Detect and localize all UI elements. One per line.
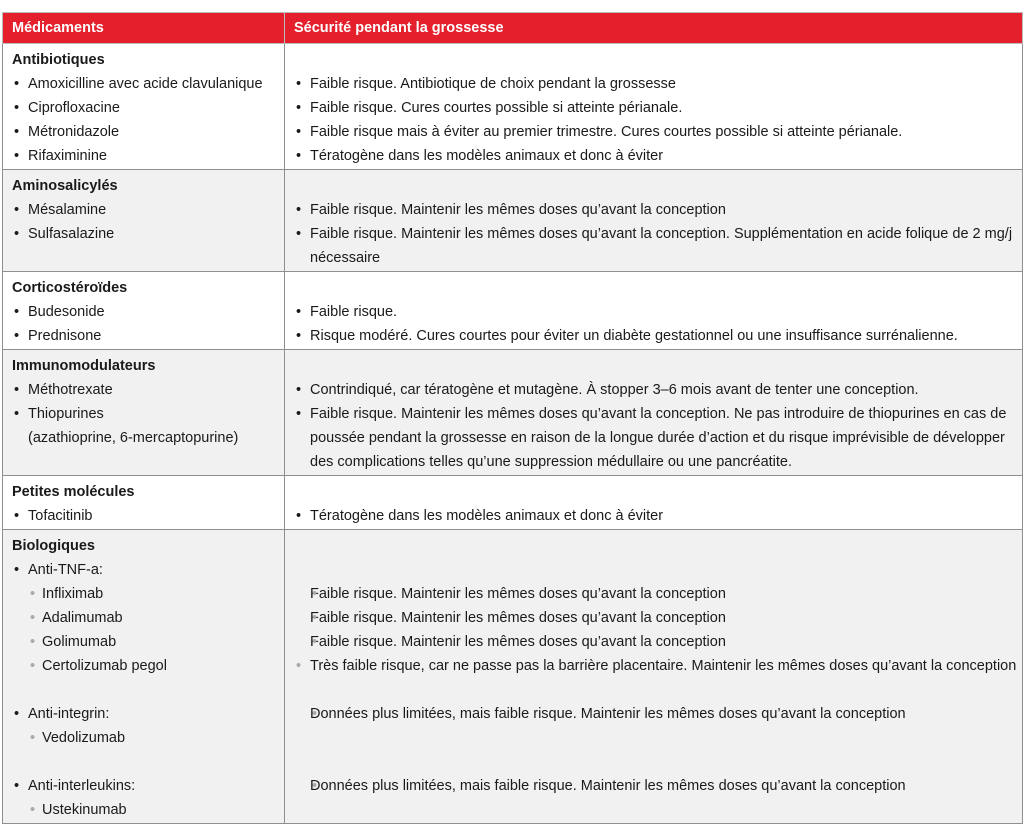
drug-item: • Ciprofloxacine <box>12 96 280 120</box>
drug-cell <box>3 170 285 272</box>
drug-group: • Anti-interleukins: <box>12 774 280 798</box>
table-row <box>3 476 1023 530</box>
drug-item: • Méthotrexate <box>12 378 280 402</box>
category-title: Petites molécules <box>12 484 135 500</box>
table-row <box>3 350 1023 476</box>
safety-item: • Faible risque. Maintenir les mêmes doses qu’avant la conception. Supplémentation en acide folique de 2 mg/j nécessaire <box>294 222 1018 270</box>
drug-item: • Prednisone <box>12 324 280 348</box>
safety-cell <box>285 44 1023 170</box>
safety-cell <box>285 476 1023 530</box>
category-title: Corticostéroïdes <box>12 280 128 296</box>
drug-item: • Sulfasalazine <box>12 222 280 246</box>
safety-item: • Faible risque mais à éviter au premier trimestre. Cures courtes possible si atteinte périanale. <box>294 120 1018 144</box>
safety-item: • Faible risque. Antibiotique de choix pendant la grossesse <box>294 72 1018 96</box>
column-header-safety: Sécurité pendant la grossesse <box>285 13 1023 44</box>
drug-subitem: • Golimumab <box>12 630 280 654</box>
drug-cell <box>3 530 285 824</box>
safety-item: • Faible risque. Maintenir les mêmes doses qu’avant la conception <box>294 198 1018 222</box>
drug-item: • Rifaximinine <box>12 144 280 168</box>
drug-subitem: • Adalimumab <box>12 606 280 630</box>
safety-item: • Faible risque. Cures courtes possible si atteinte périanale. <box>294 96 1018 120</box>
safety-cell <box>285 530 1023 824</box>
safety-cell <box>285 170 1023 272</box>
column-header-medications: Médicaments <box>3 13 285 44</box>
drug-cell <box>3 476 285 530</box>
safety-item: • Faible risque. <box>294 300 1018 324</box>
safety-subitem: • Faible risque. Maintenir les mêmes doses qu’avant la conception <box>294 606 1018 630</box>
table-row <box>3 530 1023 824</box>
drug-item: • Mésalamine <box>12 198 280 222</box>
drug-subitem: • Infliximab <box>12 582 280 606</box>
drug-group: • Anti-integrin: <box>12 702 280 726</box>
drug-subitem: • Ustekinumab <box>12 798 280 822</box>
category-title: Antibiotiques <box>12 52 105 68</box>
table-row <box>3 170 1023 272</box>
safety-item: • Tératogène dans les modèles animaux et donc à éviter <box>294 504 1018 528</box>
drug-cell <box>3 350 285 476</box>
safety-cell <box>285 272 1023 350</box>
drug-subitem: • Certolizumab pegol <box>12 654 280 678</box>
safety-item: • Tératogène dans les modèles animaux et donc à éviter <box>294 144 1018 168</box>
drug-item: • Budesonide <box>12 300 280 324</box>
category-title: Aminosalicylés <box>12 178 118 194</box>
safety-subitem: • Données plus limitées, mais faible risque. Maintenir les mêmes doses qu’avant la conception <box>294 774 1018 798</box>
drug-group: • Anti-TNF-a: <box>12 558 280 582</box>
drug-cell <box>3 44 285 170</box>
drug-cell <box>3 272 285 350</box>
drug-item: • Amoxicilline avec acide clavulanique <box>12 72 280 96</box>
drug-note: (azathioprine, 6-mercaptopurine) <box>28 430 239 446</box>
table-header-row <box>3 13 1023 44</box>
category-title: Biologiques <box>12 538 95 554</box>
table-row <box>3 272 1023 350</box>
safety-subitem: • Faible risque. Maintenir les mêmes doses qu’avant la conception <box>294 582 1018 606</box>
safety-item: • Contrindiqué, car tératogène et mutagène. À stopper 3–6 mois avant de tenter une conception. <box>294 378 1018 402</box>
safety-subitem: • Données plus limitées, mais faible risque. Maintenir les mêmes doses qu’avant la conception <box>294 702 1018 726</box>
drug-subitem: • Vedolizumab <box>12 726 280 750</box>
safety-subitem: • Faible risque. Maintenir les mêmes doses qu’avant la conception <box>294 630 1018 654</box>
drug-item: • Tofacitinib <box>12 504 280 528</box>
category-title: Immunomodulateurs <box>12 358 156 374</box>
safety-subitem: • Très faible risque, car ne passe pas la barrière placentaire. Maintenir les mêmes doses qu’avant la conception <box>294 654 1018 678</box>
safety-cell <box>285 350 1023 476</box>
drug-item: • Métronidazole <box>12 120 280 144</box>
table-row <box>3 44 1023 170</box>
pregnancy-drug-safety-table <box>2 12 1023 824</box>
safety-item: • Risque modéré. Cures courtes pour éviter un diabète gestationnel ou une insuffisance surrénalienne. <box>294 324 1018 348</box>
safety-item: • Faible risque. Maintenir les mêmes doses qu’avant la conception. Ne pas introduire de thiopurines en cas de poussée pendant la grossesse en raison de la longue durée d’action et du risque imprévisible de développer des complications telles qu’une suppression médullaire ou une pancréatite. <box>294 402 1018 474</box>
drug-item: • Thiopurines <box>12 402 280 426</box>
